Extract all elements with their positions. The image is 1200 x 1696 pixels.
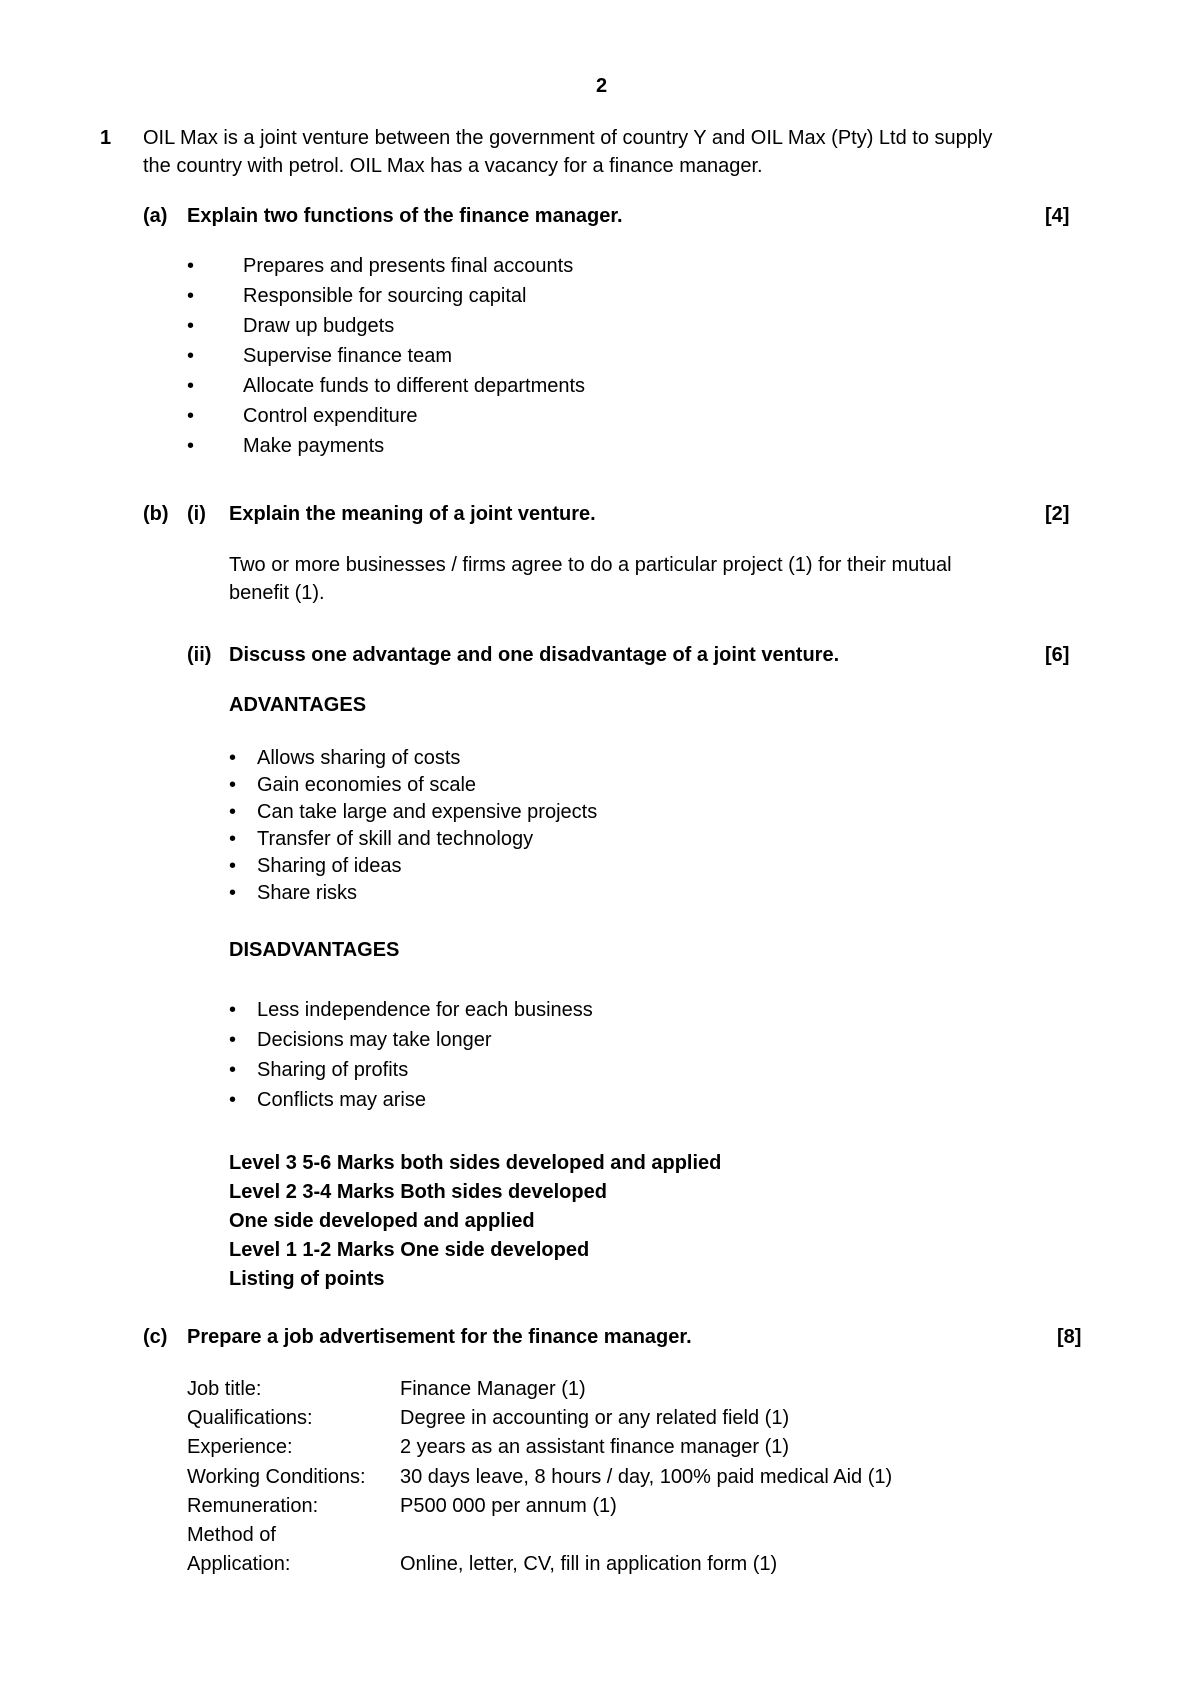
list-item: • Gain economies of scale [229,774,477,796]
table-row: Method of [187,1524,276,1546]
list-item: • Less independence for each business [229,999,593,1021]
list-item: • Draw up budgets [187,315,395,337]
part-b-i-label: (i) [187,503,206,525]
list-item: • Prepares and presents final accounts [187,255,574,277]
bullet-icon: • [187,255,195,277]
part-a-marks: [4] [1045,205,1070,227]
bullet-icon: • [187,285,195,307]
bullet-icon: • [187,345,195,367]
list-item: • Transfer of skill and technology [229,828,534,850]
table-row: Working Conditions: 30 days leave, 8 hours / day, 100% paid medical Aid (1) [187,1466,893,1488]
disadvantages-heading: DISADVANTAGES [229,939,400,961]
bullet-icon: • [229,747,237,769]
part-b-label: (b) [143,503,169,525]
list-item: • Supervise finance team [187,345,453,367]
part-b-i-answer-line2: benefit (1). [229,582,325,604]
disadvantages-list [229,999,593,1119]
level-line-1: Level 3 5-6 Marks both sides developed and applied [229,1152,722,1174]
list-item: • Share risks [229,882,358,904]
part-b-ii-prompt: Discuss one advantage and one disadvantage of a joint venture. [229,644,840,666]
table-row: Application: Online, letter, CV, fill in application form (1) [187,1553,778,1575]
question-intro-line2: the country with petrol. OIL Max has a vacancy for a finance manager. [143,155,763,177]
bullet-icon: • [229,828,237,850]
level-line-2: Level 2 3-4 Marks Both sides developed [229,1181,607,1203]
table-row: Experience: 2 years as an assistant finance manager (1) [187,1436,790,1458]
level-line-5: Listing of points [229,1268,385,1290]
level-line-4: Level 1 1-2 Marks One side developed [229,1239,590,1261]
bullet-icon: • [229,882,237,904]
list-item: • Conflicts may arise [229,1089,426,1111]
part-b-i-answer-line1: Two or more businesses / firms agree to do a particular project (1) for their mutual [229,554,952,576]
list-item: • Decisions may take longer [229,1029,492,1051]
table-row: Job title: Finance Manager (1) [187,1378,586,1400]
part-c-label: (c) [143,1326,168,1348]
list-item: • Sharing of profits [229,1059,409,1081]
list-item: • Can take large and expensive projects [229,801,598,823]
advantages-list [229,747,597,909]
list-item: • Make payments [187,435,385,457]
part-b-i-prompt: Explain the meaning of a joint venture. [229,503,596,525]
bullet-icon: • [229,1029,237,1051]
part-b-ii-label: (ii) [187,644,212,666]
list-item: • Responsible for sourcing capital [187,285,527,307]
part-a-answer-list [187,255,585,465]
bullet-icon: • [187,405,195,427]
part-b-ii-marks: [6] [1045,644,1070,666]
part-a-prompt: Explain two functions of the finance manager. [187,205,623,227]
bullet-icon: • [229,801,237,823]
question-number: 1 [100,127,112,149]
advantages-heading: ADVANTAGES [229,694,367,716]
question-intro-line1: OIL Max is a joint venture between the government of country Y and OIL Max (Pty) Ltd to supply [143,127,993,149]
bullet-icon: • [229,774,237,796]
part-c-prompt: Prepare a job advertisement for the finance manager. [187,1326,692,1348]
table-row: Remuneration: P500 000 per annum (1) [187,1495,617,1517]
list-item: • Allows sharing of costs [229,747,461,769]
part-a-label: (a) [143,205,168,227]
part-b-i-marks: [2] [1045,503,1070,525]
level-line-3: One side developed and applied [229,1210,535,1232]
bullet-icon: • [229,1059,237,1081]
bullet-icon: • [187,375,195,397]
list-item: • Allocate funds to different departments [187,375,586,397]
page-number: 2 [596,75,608,97]
bullet-icon: • [229,999,237,1021]
bullet-icon: • [187,435,195,457]
table-row: Qualifications: Degree in accounting or any related field (1) [187,1407,790,1429]
list-item: • Control expenditure [187,405,418,427]
bullet-icon: • [187,315,195,337]
bullet-icon: • [229,855,237,877]
bullet-icon: • [229,1089,237,1111]
part-c-marks: [8] [1057,1326,1082,1348]
list-item: • Sharing of ideas [229,855,402,877]
